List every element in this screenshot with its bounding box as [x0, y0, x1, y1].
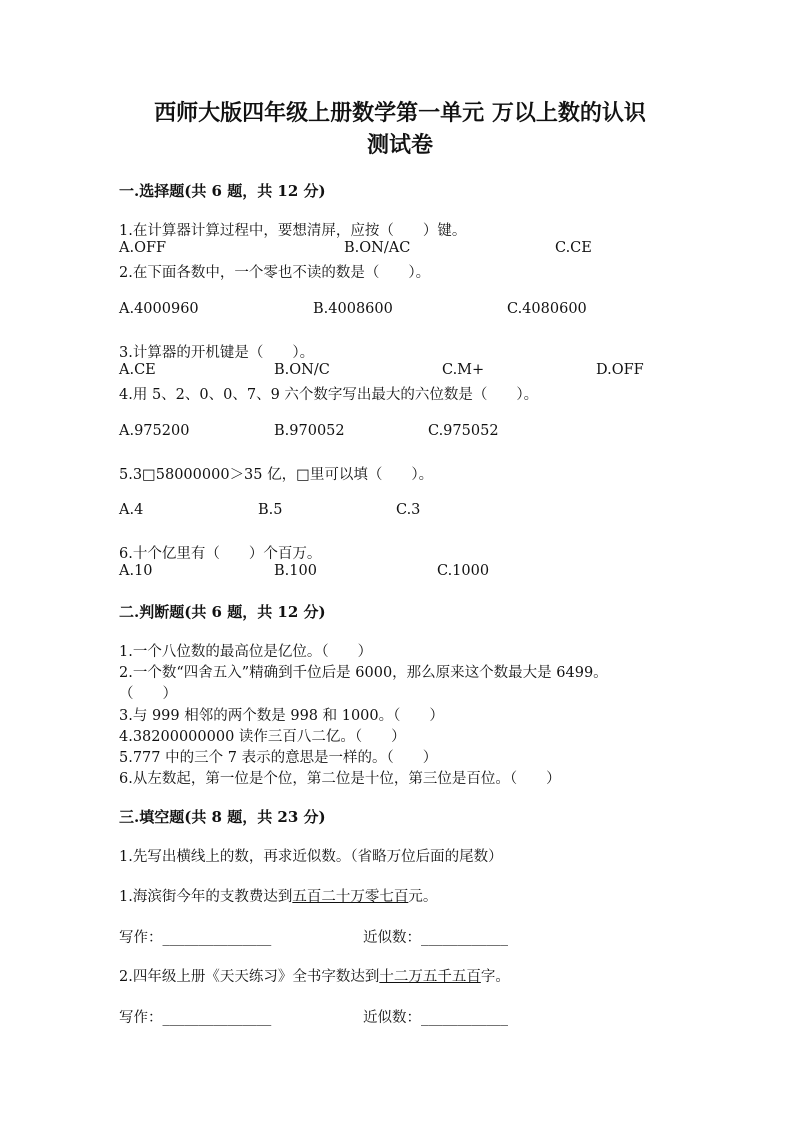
section-heading-choice: 一.选择题(共 6 题，共 12 分)	[119, 182, 326, 200]
fill-sub2-underlined: 十二万五千五百	[379, 969, 481, 985]
fill-sub2-text: 2.四年级上册《天天练习》全书字数达到	[119, 969, 380, 985]
fill-sub2-suffix: 字。	[480, 969, 510, 985]
fill-sub1-underlined: 五百二十万零七百	[292, 889, 409, 905]
choice-q6-option-c: C.1000	[437, 563, 490, 579]
fill-sub1-suffix: 元。	[408, 889, 438, 905]
page-title-line1: 西师大版四年级上册数学第一单元 万以上数的认识	[154, 100, 646, 126]
judge-q1: 1.一个八位数的最高位是亿位。（ ）	[119, 644, 373, 660]
judge-q6: 6.从左数起，第一位是个位，第二位是十位，第三位是百位。（ ）	[119, 771, 561, 787]
choice-q6-option-a: A.10	[119, 563, 153, 579]
fill-sub1-write-blank[interactable]: 写作：_______________	[119, 930, 272, 946]
choice-q1-stem: 1.在计算器计算过程中，要想清屏，应按（ ）键。	[119, 223, 467, 239]
choice-q1-option-b: B.ON/AC	[344, 240, 411, 256]
choice-q2-option-c: C.4080600	[507, 301, 587, 317]
fill-sub1-approx-blank[interactable]: 近似数：____________	[363, 930, 508, 946]
judge-q5: 5.777 中的三个 7 表示的意思是一样的。（ ）	[119, 750, 438, 766]
choice-q5-option-c: C.3	[396, 502, 421, 518]
judge-q4: 4.38200000000 读作三百八二亿。（ ）	[119, 729, 406, 745]
fill-sub2-approx-blank[interactable]: 近似数：____________	[363, 1010, 508, 1026]
fill-sub1	[119, 885, 437, 906]
choice-q2-stem: 2.在下面各数中，一个零也不读的数是（ ）。	[119, 265, 431, 281]
judge-q3: 3.与 999 相邻的两个数是 998 和 1000。（ ）	[119, 708, 444, 724]
section-heading-fill: 三.填空题(共 8 题，共 23 分)	[119, 808, 326, 826]
fill-sub1-text: 1.海滨街今年的支教费达到	[119, 889, 293, 905]
choice-q3-stem: 3.计算器的开机键是（ ）。	[119, 345, 315, 361]
choice-q5-stem: 5.3□58000000＞35 亿，□里可以填（ ）。	[119, 467, 434, 483]
fill-intro: 1.先写出横线上的数，再求近似数。（省略万位后面的尾数）	[119, 849, 503, 865]
choice-q6-stem: 6.十个亿里有（ ）个百万。	[119, 546, 322, 562]
choice-q1-option-c: C.CE	[555, 240, 592, 256]
choice-q4-stem: 4.用 5、2、0、0、7、9 六个数字写出最大的六位数是（ ）。	[119, 387, 539, 403]
choice-q3-option-c: C.M+	[442, 362, 485, 378]
choice-q3-option-b: B.ON/C	[274, 362, 330, 378]
choice-q2-option-a: A.4000960	[119, 301, 199, 317]
choice-q3-option-d: D.OFF	[596, 362, 644, 378]
judge-q2: 2.一个数“四舍五入”精确到千位后是 6000，那么原来这个数最大是 6499。	[119, 665, 608, 681]
choice-q4-option-c: C.975052	[428, 423, 499, 439]
choice-q5-option-a: A.4	[119, 502, 144, 518]
fill-sub2-write-blank[interactable]: 写作：_______________	[119, 1010, 272, 1026]
choice-q2-option-b: B.4008600	[313, 301, 393, 317]
judge-q2-paren: （ ）	[119, 686, 177, 702]
choice-q4-option-b: B.970052	[274, 423, 345, 439]
choice-q5-option-b: B.5	[258, 502, 283, 518]
page-title-line2: 测试卷	[366, 132, 433, 158]
fill-sub2	[119, 965, 510, 986]
choice-q6-option-b: B.100	[274, 563, 317, 579]
choice-q1-option-a: A.OFF	[119, 240, 167, 256]
section-heading-judge: 二.判断题(共 6 题，共 12 分)	[119, 603, 326, 621]
choice-q4-option-a: A.975200	[119, 423, 190, 439]
choice-q3-option-a: A.CE	[119, 362, 156, 378]
